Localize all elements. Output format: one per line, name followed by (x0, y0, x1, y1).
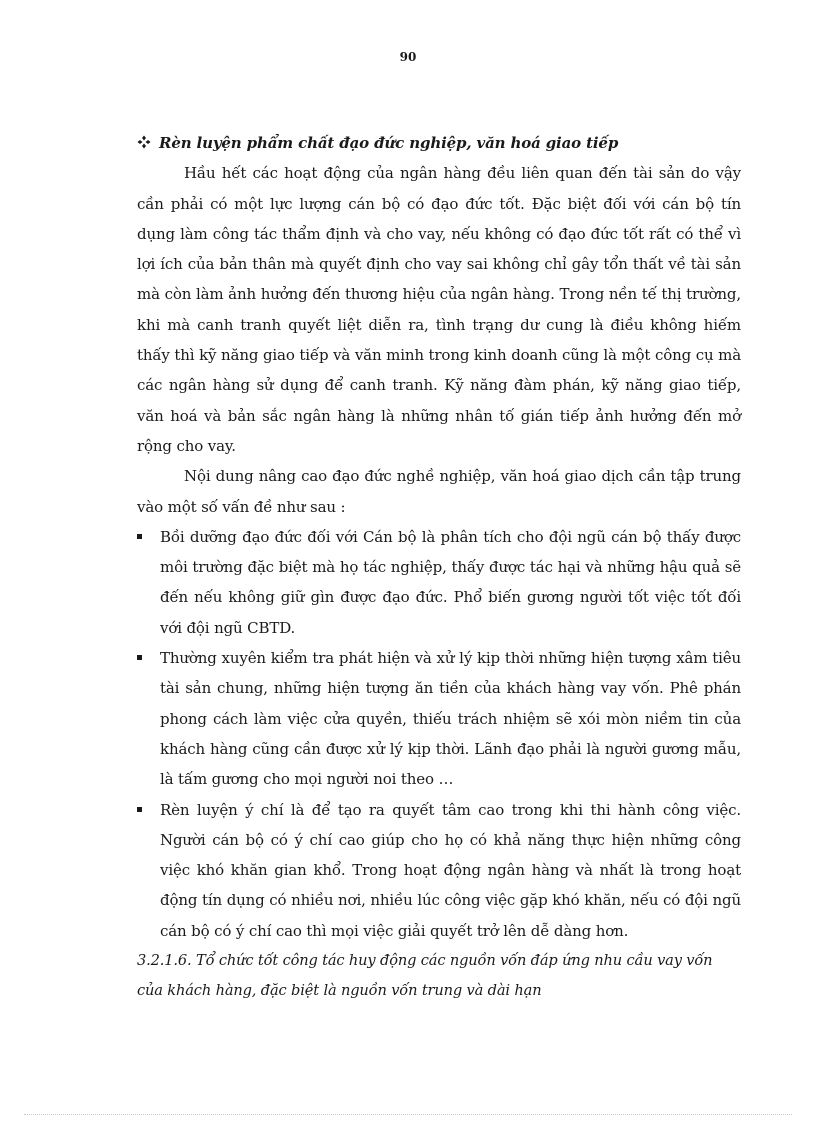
list-item (137, 795, 741, 946)
list-item (137, 643, 741, 794)
list-item-text: Thường xuyên kiểm tra phát hiện và xử lý kịp thời những hiện tượng xâm tiêu tài sản chung, những hiện tượng ăn tiền của khách hàng vay vốn. Phê phán phong cách làm việc cửa quyền, thiếu trách nhiệm sẽ xói mòn niềm tin của khách hàng cũng cần được xử lý kịp thời. Lãnh đạo phải là người gương mẫu, là tấm gương cho mọi người noi theo … (160, 649, 741, 789)
list-item-text: Rèn luyện ý chí là để tạo ra quyết tâm cao trong khi thi hành công việc. Người cán bộ có ý chí cao giúp cho họ có khả năng thực hiện những công việc khó khăn gian khổ. Trong hoạt động ngân hàng và nhất là trong hoạt động tín dụng có nhiều nơi, nhiều lúc công việc gặp khó khăn, nếu có đội ngũ cán bộ có ý chí cao thì mọi việc giải quyết trở lên dễ dàng hơn. (160, 800, 741, 940)
paragraph: Hầu hết các hoạt động của ngân hàng đều liên quan đến tài sản do vậy cần phải có một lực lượng cán bộ có đạo đức tốt. Đặc biệt đối với cán bộ tín dụng làm công tác thẩm định và cho vay, nếu không có đạo đức tốt rất có thể vì lợi ích của bản thân mà quyết định cho vay sai không chỉ gây tổn thất về tài sản mà còn làm ảnh hưởng đến thương hiệu của ngân hàng. Trong nền tế thị trường, khi mà canh tranh quyết liệt diễn ra, tình trạng dư cung là điều không hiếm thấy thì kỹ năng giao tiếp và văn minh trong kinh doanh cũng là một công cụ mà các ngân hàng sử dụng để canh tranh. Kỹ năng đàm phán, kỹ năng giao tiếp, văn hoá và bản sắc ngân hàng là những nhân tố gián tiếp ảnh hưởng đến mở rộng cho vay. (137, 164, 741, 455)
square-bullet-icon (137, 807, 142, 812)
subsection-heading (137, 128, 741, 158)
bullet-list (137, 522, 741, 946)
square-bullet-icon (137, 534, 142, 539)
document-body (137, 128, 741, 1007)
page-number: 90 (399, 50, 417, 64)
section-heading: 3.2.1.6. Tổ chức tốt công tác huy động các nguồn vốn đáp ứng nhu cầu vay vốn của khách hàng, đặc biệt là nguồn vốn trung và dài hạn (137, 952, 713, 1000)
subsection-heading-text: Rèn luyện phẩm chất đạo đức nghiệp, văn hoá giao tiếp (159, 134, 619, 152)
four-diamond-icon (137, 128, 159, 158)
page-bottom-divider (24, 1114, 792, 1115)
paragraph: Nội dung nâng cao đạo đức nghề nghiệp, văn hoá giao dịch cần tập trung vào một số vấn đề như sau : (137, 467, 741, 516)
list-item-text: Bồi dưỡng đạo đức đối với Cán bộ là phân tích cho đội ngũ cán bộ thấy được môi trường đặc biệt mà họ tác nghiệp, thấy được tác hại và những hậu quả sẽ đến nếu không giữ gìn được đạo đức. Phổ biến gương người tốt việc tốt đối với đội ngũ CBTD. (160, 527, 741, 637)
list-item (137, 522, 741, 643)
square-bullet-icon (137, 655, 142, 660)
